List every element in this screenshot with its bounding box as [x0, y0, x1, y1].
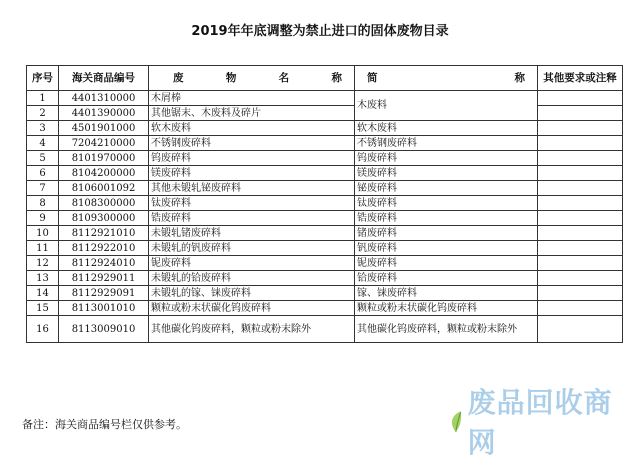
table-row: [27, 166, 623, 181]
table-cell: 钛废碎料: [355, 196, 538, 211]
table-cell: 钨废碎料: [355, 151, 538, 166]
table-cell: [538, 151, 623, 166]
table-cell: [538, 271, 623, 286]
table-row: [27, 316, 623, 343]
table-cell: 1: [27, 91, 59, 106]
table-row: [27, 301, 623, 316]
table-cell: 未锻轧锗废碎料: [149, 226, 355, 241]
table-cell: 其他锯末、木废料及碎片: [149, 106, 355, 121]
table-cell: 8113009010: [59, 316, 149, 343]
table-cell: 颗粒或粉末状碳化钨废碎料: [355, 301, 538, 316]
table-cell: 未锻轧的镓、铼废碎料: [149, 286, 355, 301]
footnote: 备注：海关商品编号栏仅供参考。: [22, 418, 187, 431]
header-short-name: 简 称: [355, 66, 538, 91]
table-row: [27, 241, 623, 256]
table-cell: 8106001092: [59, 181, 149, 196]
table-cell: 钛废碎料: [149, 196, 355, 211]
table-cell: 9: [27, 211, 59, 226]
table-cell: 铌废碎料: [355, 256, 538, 271]
table-cell: 13: [27, 271, 59, 286]
table-cell: 4: [27, 136, 59, 151]
table-cell: 8108300000: [59, 196, 149, 211]
table-cell: 其他碳化钨废碎料，颗粒或粉末除外: [355, 316, 538, 343]
table-cell: 3: [27, 121, 59, 136]
table-cell: 7204210000: [59, 136, 149, 151]
table-cell: 4401390000: [59, 106, 149, 121]
table-cell: [538, 106, 623, 121]
table-cell: [538, 301, 623, 316]
table-cell: 8112921010: [59, 226, 149, 241]
table-cell: 锗废碎料: [355, 226, 538, 241]
table-cell: 15: [27, 301, 59, 316]
table-cell: 8112922010: [59, 241, 149, 256]
table-cell: 铌废碎料: [149, 256, 355, 271]
table-row: [27, 136, 623, 151]
table-row: [27, 121, 623, 136]
table-cell: 锆废碎料: [355, 211, 538, 226]
table-cell: 5: [27, 151, 59, 166]
table-cell: 钨废碎料: [149, 151, 355, 166]
table-cell: 8112929011: [59, 271, 149, 286]
table-row: [27, 271, 623, 286]
table-cell: [538, 256, 623, 271]
table-cell: 8109300000: [59, 211, 149, 226]
header-name: 废 物 名 称: [149, 66, 355, 91]
table-cell: 铋废碎料: [355, 181, 538, 196]
waste-catalog-table: [26, 65, 623, 343]
table-cell: 8112929091: [59, 286, 149, 301]
table-cell: 11: [27, 241, 59, 256]
table-cell: 软木废料: [355, 121, 538, 136]
table-cell: [538, 211, 623, 226]
table-row: [27, 181, 623, 196]
table-cell: 钒废碎料: [355, 241, 538, 256]
table-cell: 12: [27, 256, 59, 271]
table-row: [27, 151, 623, 166]
table-header-row: [27, 66, 623, 91]
table-cell: 8104200000: [59, 166, 149, 181]
table-cell: 10: [27, 226, 59, 241]
table-row: [27, 256, 623, 271]
table-cell: 4501901000: [59, 121, 149, 136]
table-cell: 6: [27, 166, 59, 181]
table-cell: 其他未锻轧铋废碎料: [149, 181, 355, 196]
watermark-text: 废品回收商网: [467, 386, 613, 459]
table-cell: 8113001010: [59, 301, 149, 316]
table-cell: [538, 286, 623, 301]
table-cell: 不锈钢废碎料: [355, 136, 538, 151]
table-cell: [538, 121, 623, 136]
table-cell: [538, 166, 623, 181]
table-cell: [538, 91, 623, 106]
table-cell: 未锻轧的钒废碎料: [149, 241, 355, 256]
table-cell: 木废料: [355, 91, 538, 121]
header-no: 序号: [27, 66, 59, 91]
table-row: [27, 211, 623, 226]
table-cell: 木屑棒: [149, 91, 355, 106]
header-remarks: 其他要求或注释: [538, 66, 623, 91]
table-row: [27, 286, 623, 301]
watermark: [448, 386, 638, 459]
table-cell: 不锈钢废碎料: [149, 136, 355, 151]
table-cell: [538, 196, 623, 211]
table-cell: 4401310000: [59, 91, 149, 106]
table-row: [27, 196, 623, 211]
table-cell: 16: [27, 316, 59, 343]
table-cell: 铪废碎料: [355, 271, 538, 286]
header-code: 海关商品编号: [59, 66, 149, 91]
table-cell: [538, 316, 623, 343]
table-cell: 其他碳化钨废碎料，颗粒或粉末除外: [149, 316, 355, 343]
table-cell: [538, 136, 623, 151]
table-row: [27, 91, 623, 106]
table-cell: [538, 226, 623, 241]
table-cell: 8101970000: [59, 151, 149, 166]
table-cell: 未锻轧的铪废碎料: [149, 271, 355, 286]
table-cell: 镁废碎料: [149, 166, 355, 181]
table-cell: 锆废碎料: [149, 211, 355, 226]
table-cell: 颗粒或粉末状碳化钨废碎料: [149, 301, 355, 316]
table-cell: [538, 181, 623, 196]
table-cell: 8112924010: [59, 256, 149, 271]
table-cell: 镁废碎料: [355, 166, 538, 181]
table-cell: 软木废料: [149, 121, 355, 136]
table-cell: [538, 241, 623, 256]
table-row: [27, 226, 623, 241]
leaf-icon: [448, 409, 464, 433]
table-cell: 7: [27, 181, 59, 196]
table-cell: 8: [27, 196, 59, 211]
table-cell: 2: [27, 106, 59, 121]
table-cell: 14: [27, 286, 59, 301]
table-cell: 镓、铼废碎料: [355, 286, 538, 301]
page-title: 2019年年底调整为禁止进口的固体废物目录: [191, 24, 449, 39]
